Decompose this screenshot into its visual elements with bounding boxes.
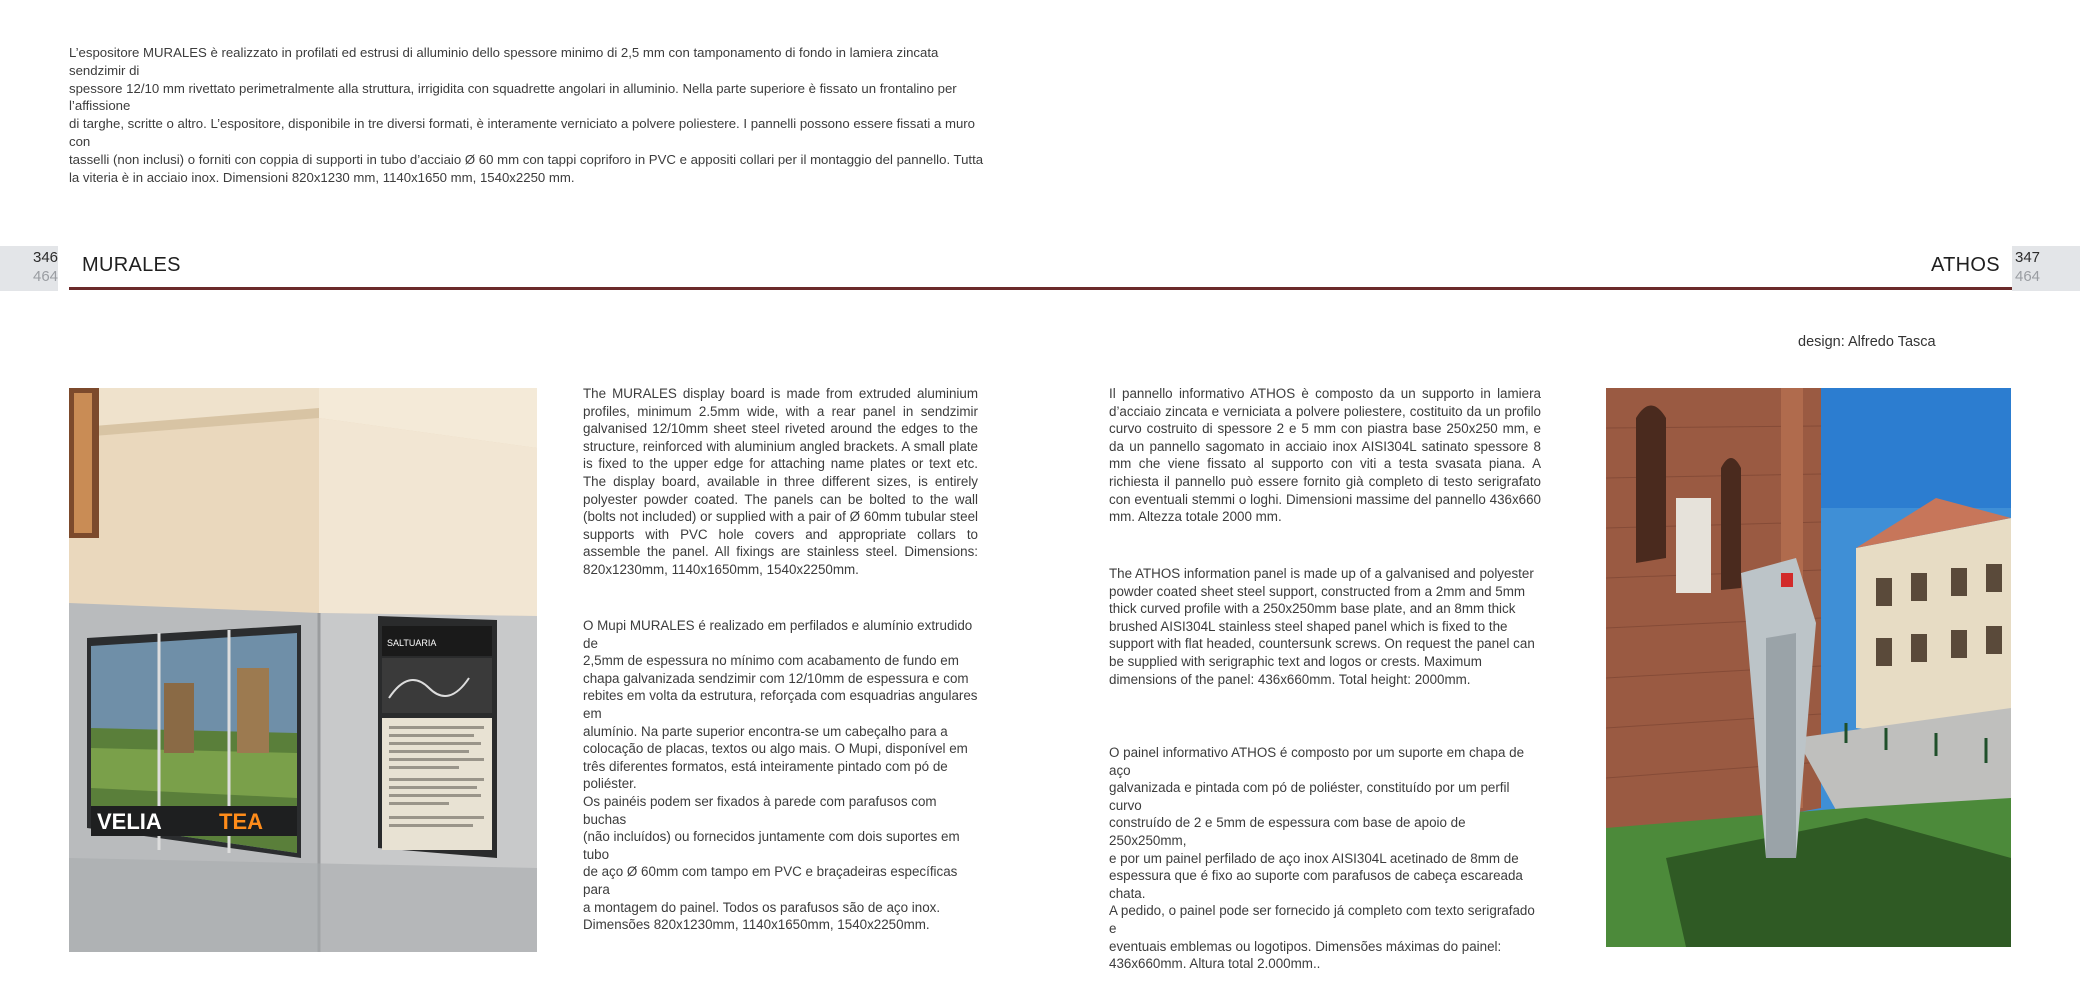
section-title-murales: MURALES <box>82 254 181 276</box>
athos-product-photo <box>1606 388 2011 947</box>
athos-description-english: The ATHOS information panel is made up of a galvanised and polyester powder coated sheet steel support, constructed from a 2mm and 5mm thick curved profile with a 250x250mm base plate, and an 8mm thick brushed AISI304L stainless steel shaped panel which is fixed to the support with flat headed, countersunk screws. On request the panel can be supplied with serigraphic text and logos or crests. Maximum dimensions of the panel: 436x660mm. Total height: 2000mm. <box>1109 566 1535 687</box>
design-credit: design: Alfredo Tasca <box>1798 334 1936 350</box>
murales-description-portuguese: O Mupi MURALES é realizado em perfilados e alumínio extrudido de 2,5mm de espessura no mínimo com acabamento de fundo em chapa galvanizada sendzimir com 12/10mm de espessura e com rebites em volta da estrutura, reforçada com esquadrias angulares em alumínio. Na parte superior encontra-se um cabeçalho para a colocação de placas, textos ou algo mais. O Mupi, disponível em três diferentes formatos, está inteiramente pintado com pó de poliéster. Os painéis podem ser fixados à parede com parafusos com buchas (não incluídos) ou fornecidos juntamente com dois suportes em tubo de aço Ø 60mm com tampo em PVC e braçadeiras específicas para a montagem do painel. Todos os parafusos são de aço inox. Dimensões 820x1230mm, 1140x1650mm, 1540x2250mm. <box>583 618 978 933</box>
right-page-number-box <box>2012 246 2080 291</box>
board-headline-right: TEA <box>219 809 263 834</box>
murales-photo-illustration <box>69 388 537 952</box>
intro-paragraph-italian: L’espositore MURALES è realizzato in profilati ed estrusi di alluminio dello spessore minimo di 2,5 mm con tamponamento di fondo in lamiera zincata sendzimir di spessore 12/10 mm rivettato perimetralmente alla struttura, irrigidita con squadrette angolari in alluminio. Nella parte superiore è fissato un frontalino per l’affissione di targhe, scritte o altro. L’espositore, disponibile in tre diversi formati, è interamente verniciato a polvere poliestere. I pannelli possono essere fissati a muro con tasselli (non inclusi) o forniti con coppia di supporti in tubo d’acciaio Ø 60 mm con tappi copriforo in PVC e appositi collari per il montaggio del pannello. Tutta la viteria è in acciaio inox. Dimensioni 820x1230 mm, 1140x1650 mm, 1540x2250 mm. <box>69 45 984 185</box>
left-page-number: 346 <box>33 249 59 266</box>
athos-photo-illustration <box>1606 388 2011 947</box>
athos-description-italian: Il pannello informativo ATHOS è composto da un supporto in lamiera d’acciaio zincata e verniciata a polvere poliestere, costituito da un profilo curvo costruito di spessore 2 e 5 mm con piastra base 250x250 mm, e da un pannello sagomato in acciaio inox AISI304L satinato spessore 8 mm che viene fissato al supporto con viti a testa svasata piana. A richiesta il pannello può essere fornito già completo di testo serigrafato con eventuali stemmi o loghi. Dimensioni massime del pannello 436x660 mm. Altezza totale 2000 mm. <box>1109 386 1541 525</box>
murales-product-photo <box>69 388 537 952</box>
murales-description-english: The MURALES display board is made from extruded aluminium profiles, minimum 2.5mm wide, with a rear panel in sendzimir galvanised 12/10mm sheet steel riveted around the edges to the structure, reinforced with aluminium angled brackets. A small plate is fixed to the upper edge for attaching name plates or text etc. The display board, available in three different sizes, is entirely polyester powder coated. The panels can be bolted to the wall (bolts not included) or supplied with a pair of Ø 60mm tubular steel supports with PVC hole covers and appropriate collars to assemble the panel. All fixings are stainless steel. Dimensions: 820x1230mm, 1140x1650mm, 1540x2250mm. <box>583 386 978 577</box>
right-page-number: 347 <box>2015 249 2041 266</box>
section-divider <box>69 287 2012 290</box>
left-page-total: 464 <box>33 268 59 285</box>
right-page-total: 464 <box>2015 268 2041 285</box>
athos-description-portuguese: O painel informativo ATHOS é composto por um suporte em chapa de aço galvanizada e pintada com pó de poliéster, constituído por um perfil curvo construído de 2 e 5mm de espessura com base de apoio de 250x250mm, e por um painel perfilado de aço inox AISI304L acetinado de 8mm de espessura que é fixo ao suporte com parafusos de cabeça escareada chata. A pedido, o painel pode ser fornecido já completo com texto serigrafado e eventuais emblemas ou logotipos. Dimensões máximas do painel: 436x660mm. Altura total 2.000mm.. <box>1109 745 1535 972</box>
left-page-number-box <box>0 246 58 291</box>
board-title: SALTUARIA <box>387 638 437 648</box>
board-headline-left: VELIA <box>97 809 162 834</box>
section-title-athos: ATHOS <box>1931 254 2000 276</box>
